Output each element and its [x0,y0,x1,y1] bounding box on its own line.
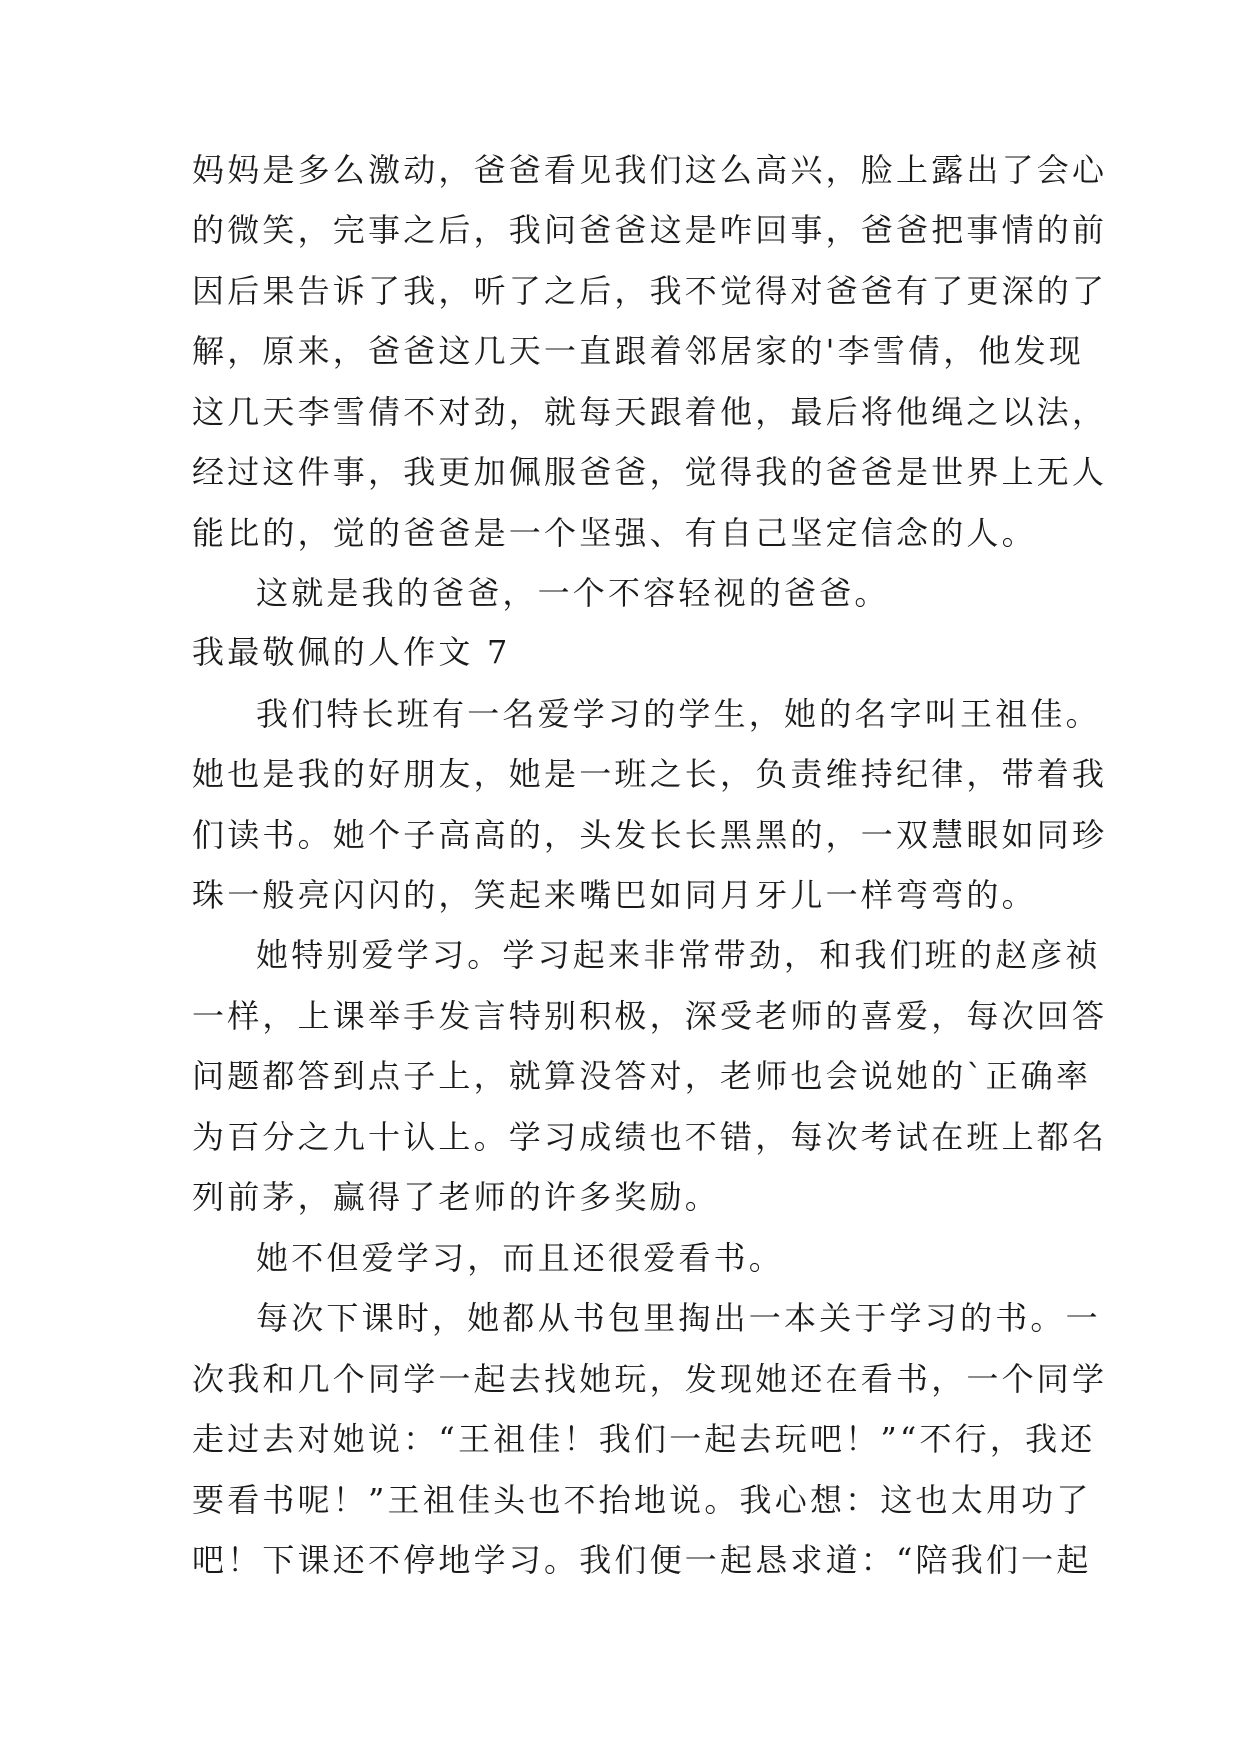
text-line: 次我和几个同学一起去找她玩，发现她还在看书，一个同学 [192,1360,1108,1398]
text-line: 妈妈是多么激动，爸爸看见我们这么高兴，脸上露出了会心 [192,151,1108,189]
text-line: 一样，上课举手发言特别积极，深受老师的喜爱，每次回答 [192,997,1108,1035]
text-line: 吧！下课还不停地学习。我们便一起恳求道：“陪我们一起 [192,1541,1092,1579]
text-line: 走过去对她说：“王祖佳！我们一起去玩吧！”“不行，我还 [192,1420,1096,1458]
text-line: 她特别爱学习。学习起来非常带劲，和我们班的赵彦祯 [256,936,1101,974]
text-line: 每次下课时，她都从书包里掏出一本关于学习的书。一 [256,1299,1101,1337]
text-line: 要看书呢！”王祖佳头也不抬地说。我心想：这也太用功了 [192,1481,1092,1519]
text-line: 为百分之九十认上。学习成绩也不错，每次考试在班上都名 [192,1118,1108,1156]
text-line: 问题都答到点子上，就算没答对，老师也会说她的`正确率 [192,1057,1092,1095]
text-line: 能比的，觉的爸爸是一个坚强、有自己坚定信念的人。 [192,514,1037,552]
text-line: 经过这件事，我更加佩服爸爸，觉得我的爸爸是世界上无人 [192,453,1108,491]
text-line: 列前茅，赢得了老师的许多奖励。 [192,1178,721,1216]
text-line: 因后果告诉了我，听了之后，我不觉得对爸爸有了更深的了 [192,272,1108,310]
text-line: 她也是我的好朋友，她是一班之长，负责维持纪律，带着我 [192,755,1108,793]
text-line: 这几天李雪倩不对劲，就每天跟着他，最后将他绳之以法， [192,393,1108,431]
text-line: 们读书。她个子高高的，头发长长黑黑的，一双慧眼如同珍 [192,816,1108,854]
text-line: 解，原来，爸爸这几天一直跟着邻居家的'李雪倩，他发现 [192,332,1084,370]
text-line: 她不但爱学习，而且还很爱看书。 [256,1239,785,1277]
text-line: 这就是我的爸爸，一个不容轻视的爸爸。 [256,574,890,612]
text-line: 的微笑，完事之后，我问爸爸这是咋回事，爸爸把事情的前 [192,211,1108,249]
section-heading: 我最敬佩的人作文 7 [192,633,511,671]
text-line: 我们特长班有一名爱学习的学生，她的名字叫王祖佳。 [256,695,1101,733]
text-line: 珠一般亮闪闪的，笑起来嘴巴如同月牙儿一样弯弯的。 [192,876,1037,914]
